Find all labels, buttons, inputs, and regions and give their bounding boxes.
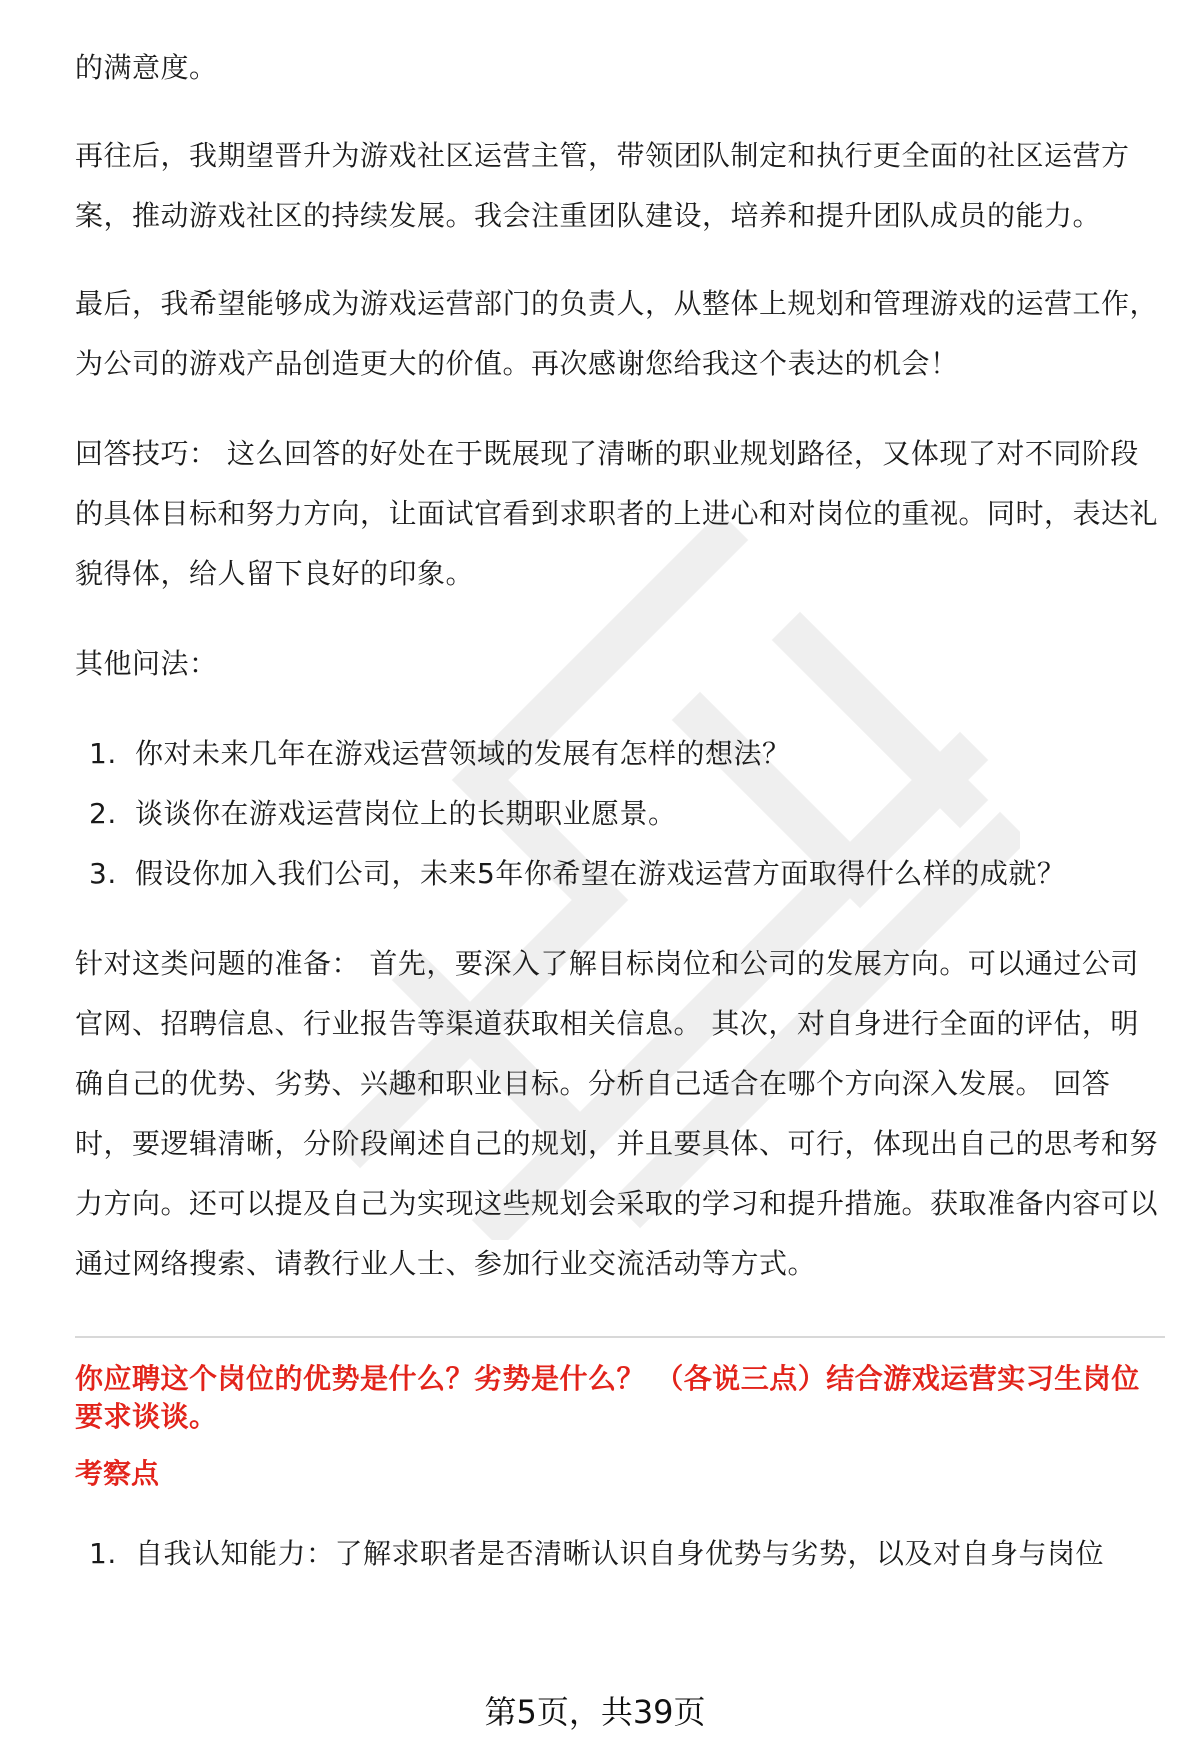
- list-item-text: 假设你加入我们公司，未来5年你希望在游戏运营方面取得什么样的成就？: [135, 857, 1066, 890]
- paragraph-preparation: 针对这类问题的准备： 首先，要深入了解目标岗位和公司的发展方向。可以通过公司官网、招聘信息、行业报告等渠道获取相关信息。 其次，对自身进行全面的评估，明确自己的优势、劣势、兴趣和职业目标。分析自己适合在哪个方向深入发展。 回答时，要逻辑清晰，分阶段阐述自己的规划，并且要具体、可行，体现出自己的思考和努力方向。还可以提及自己为实现这些规划会采取的学习和提升措施。获取准备内容可以通过网络搜索、请教行业人士、参加行业交流活动等方式。: [75, 947, 1159, 1280]
- paragraph-department-head-goal: 最后，我希望能够成为游戏运营部门的负责人，从整体上规划和管理游戏的运营工作，为公司的游戏产品创造更大的价值。再次感谢您给我这个表达的机会！: [75, 287, 1159, 380]
- list-item-number: 1.: [89, 1537, 117, 1570]
- list-item: [75, 844, 1165, 904]
- document-body: [75, 38, 1165, 1584]
- page-number-footer: 第5页，共39页: [484, 1693, 706, 1731]
- question-title: 你应聘这个岗位的优势是什么？劣势是什么？ （各说三点）结合游戏运营实习生岗位要求谈谈。: [75, 1362, 1140, 1433]
- list-item-number: 3.: [89, 857, 117, 890]
- alternative-questions-list: [75, 724, 1165, 904]
- paragraph-answer-tips: 回答技巧： 这么回答的好处在于既展现了清晰的职业规划路径，又体现了对不同阶段的具体目标和努力方向，让面试官看到求职者的上进心和对岗位的重视。同时，表达礼貌得体，给人留下良好的印象。: [75, 437, 1159, 590]
- list-item-text: 谈谈你在游戏运营岗位上的长期职业愿景。: [135, 797, 677, 830]
- list-item: [75, 1524, 1165, 1584]
- list-item-text: 自我认知能力：了解求职者是否清晰认识自身优势与劣势，以及对自身与岗位: [135, 1537, 1105, 1570]
- section-label-assessment-points: 考察点: [75, 1457, 160, 1490]
- list-item-number: 2.: [89, 797, 117, 830]
- paragraph-continuation: 的满意度。: [75, 51, 218, 84]
- list-item-text: 你对未来几年在游戏运营领域的发展有怎样的想法？: [135, 737, 791, 770]
- list-item: [75, 784, 1165, 844]
- list-item: [75, 724, 1165, 784]
- section-divider: [75, 1336, 1165, 1338]
- paragraph-supervisor-goal: 再往后，我期望晋升为游戏社区运营主管，带领团队制定和执行更全面的社区运营方案，推动游戏社区的持续发展。我会注重团队建设，培养和提升团队成员的能力。: [75, 139, 1130, 232]
- assessment-points-list: [75, 1524, 1165, 1584]
- list-item-number: 1.: [89, 737, 117, 770]
- paragraph-other-phrasings-heading: 其他问法：: [75, 647, 218, 680]
